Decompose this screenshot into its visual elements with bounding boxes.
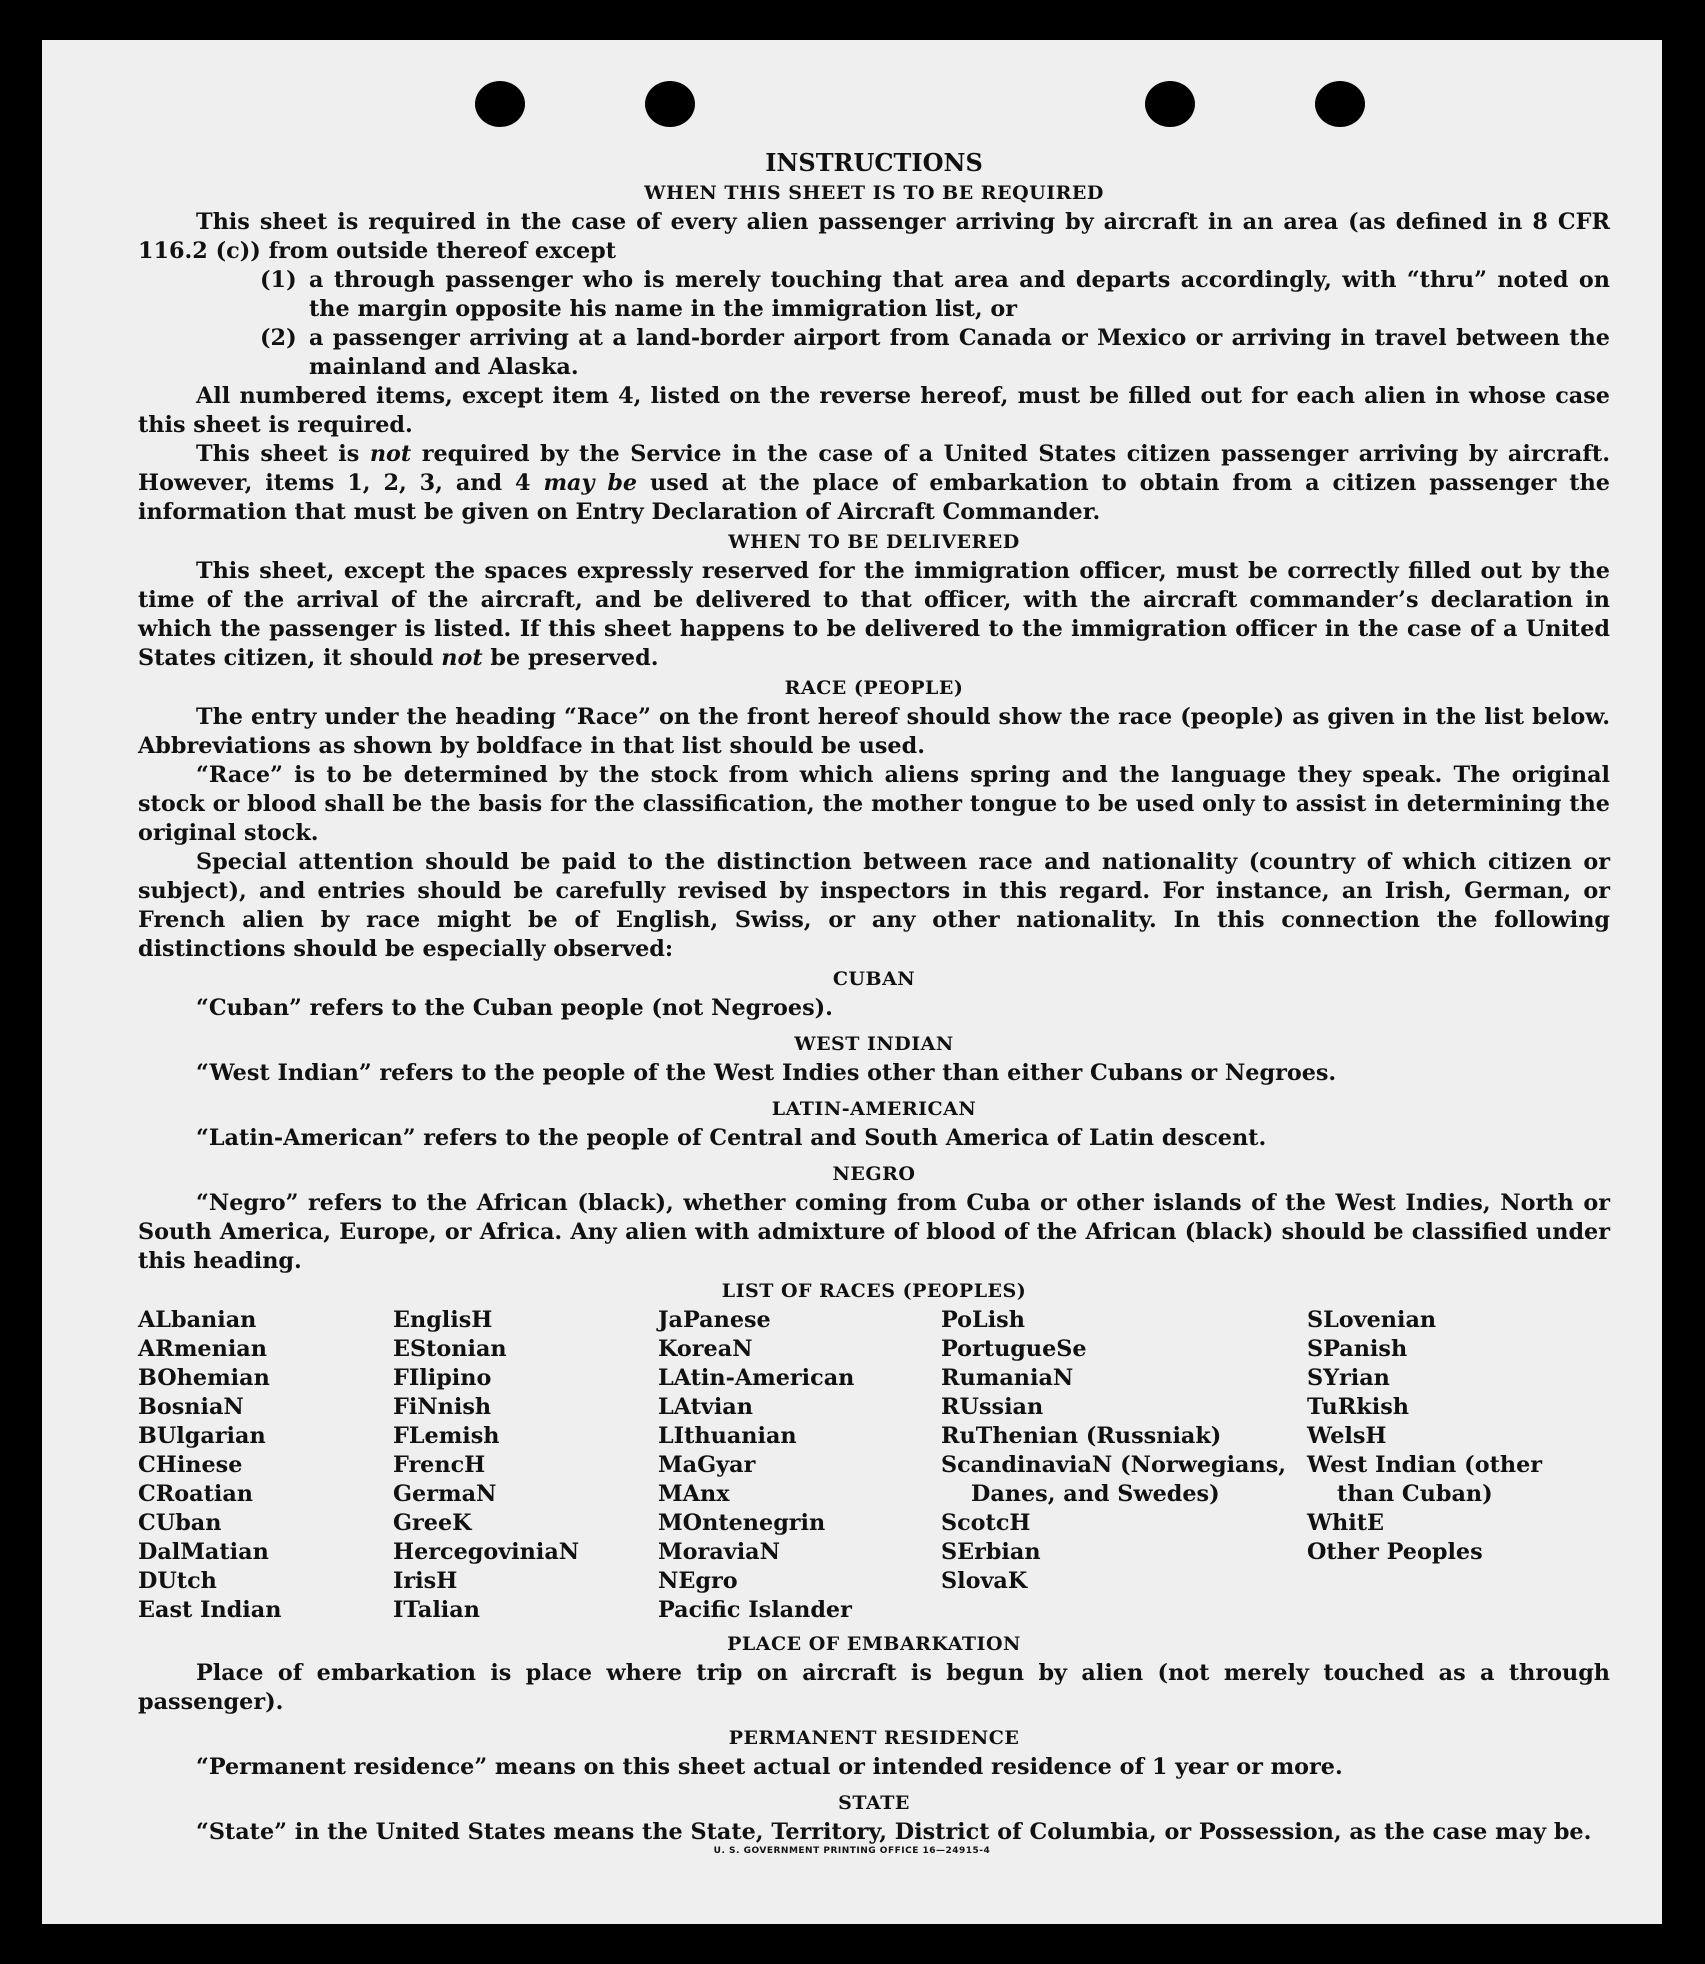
section-heading-list-of-races: LIST OF RACES (PEOPLES) bbox=[721, 1280, 1027, 1302]
text-run: in that list should be used. bbox=[582, 733, 925, 759]
race-entry: EnglisH bbox=[393, 1307, 493, 1333]
section-heading-cuban: CUBAN bbox=[832, 968, 916, 990]
paragraph: “Negro” refers to the African (black), whether coming from Cuba or other islands of the West Indies, North or South America, Europe, or Africa. Any alien with admixture of blood of the African (black) should be classified under this heading. bbox=[138, 1190, 1610, 1274]
paragraph: “Race” is to be determined by the stock from which aliens spring and the language they speak. The original stock or blood shall be the basis for the classification, the mother tongue to be used only to assist in determining the original stock. bbox=[138, 762, 1610, 846]
race-entry: ARmenian bbox=[138, 1336, 267, 1362]
races-column bbox=[138, 1306, 393, 1625]
races-column bbox=[393, 1306, 658, 1625]
race-entry: SYrian bbox=[1307, 1365, 1390, 1391]
section-heading-residence: PERMANENT RESIDENCE bbox=[728, 1727, 1020, 1749]
section-heading-race: RACE (PEOPLE) bbox=[784, 677, 964, 699]
paragraph: “State” in the United States means the State, Territory, District of Columbia, or Possession, as the case may be. bbox=[196, 1819, 1592, 1845]
text-run: This sheet, except the spaces expressly reserved for the immigration officer, must be correctly filled out by the time of the arrival of the aircraft, and be delivered to that officer, with the aircraft commander’s declaration in which the passenger is listed. If this sheet happens to be delivered to the immigration officer in the case of a United States citizen, it should bbox=[138, 558, 1610, 671]
race-entry: WhitE bbox=[1307, 1510, 1385, 1536]
punch-hole bbox=[1145, 81, 1195, 127]
race-entry: IrisH bbox=[393, 1568, 458, 1594]
race-entry: MaGyar bbox=[658, 1452, 756, 1478]
section-heading-state: STATE bbox=[838, 1792, 910, 1814]
section-heading-west-indian: WEST INDIAN bbox=[794, 1033, 954, 1055]
emphasis: not bbox=[441, 645, 483, 671]
race-entry: ScandinaviaN (Norwegians, Danes, and Swedes) bbox=[941, 1452, 1287, 1507]
paragraph: “Permanent residence” means on this sheet actual or intended residence of 1 year or more. bbox=[196, 1754, 1343, 1780]
page-title: INSTRUCTIONS bbox=[765, 148, 983, 177]
race-entry: SPanish bbox=[1307, 1336, 1408, 1362]
race-entry: GreeK bbox=[393, 1510, 472, 1536]
document-sheet bbox=[42, 40, 1662, 1924]
race-entry: KoreaN bbox=[658, 1336, 753, 1362]
race-entry: West Indian (other than Cuban) bbox=[1307, 1452, 1543, 1507]
race-entry: FIlipino bbox=[393, 1365, 492, 1391]
paragraph: Place of embarkation is place where trip on aircraft is begun by alien (not merely touched as a through passenger). bbox=[138, 1660, 1610, 1715]
race-entry: ALbanian bbox=[138, 1307, 257, 1333]
race-entry: FiNnish bbox=[393, 1394, 492, 1420]
section-heading-required: WHEN THIS SHEET IS TO BE REQUIRED bbox=[644, 182, 1104, 204]
emphasis: not bbox=[369, 441, 412, 467]
section-heading-latin-american: LATIN-AMERICAN bbox=[771, 1098, 977, 1120]
boldface-word: boldface bbox=[476, 733, 583, 759]
text-run: required by the Service in the case of a United States citizen passenger arriving by aircraft. However, items 1, 2, 3, and 4 bbox=[138, 441, 1610, 496]
race-entry: ScotcH bbox=[941, 1510, 1031, 1536]
race-entry: WelsH bbox=[1307, 1423, 1387, 1449]
item-text: a through passenger who is merely touching that area and departs accordingly, with “thru” noted on the margin opposite his name in the immigration list, or bbox=[309, 267, 1610, 322]
race-entry: FLemish bbox=[393, 1423, 500, 1449]
paragraph: Special attention should be paid to the distinction between race and nationality (country of which citizen or subject), and entries should be carefully revised by inspectors in this regard. For instance, an Irish, German, or French alien by race might be of English, Swiss, or any other nationality. In this connection the following distinctions should be especially observed: bbox=[138, 849, 1610, 962]
race-entry: SlovaK bbox=[941, 1568, 1028, 1594]
race-entry: SLovenian bbox=[1307, 1307, 1437, 1333]
section-heading-negro: NEGRO bbox=[832, 1163, 916, 1185]
paragraph bbox=[138, 557, 1610, 673]
race-entry: GermaN bbox=[393, 1481, 497, 1507]
race-entry: MAnx bbox=[658, 1481, 730, 1507]
instructions-body bbox=[138, 148, 1610, 1847]
race-entry: DUtch bbox=[138, 1568, 217, 1594]
race-entry: HercegoviniaN bbox=[393, 1539, 580, 1565]
paragraph: “West Indian” refers to the people of the West Indies other than either Cubans or Negroes. bbox=[196, 1060, 1337, 1086]
race-entry: ITalian bbox=[393, 1597, 480, 1623]
paragraph bbox=[138, 440, 1610, 527]
race-entry: JaPanese bbox=[658, 1307, 771, 1333]
race-entry: CHinese bbox=[138, 1452, 243, 1478]
races-column bbox=[941, 1306, 1307, 1625]
race-entry: NEgro bbox=[658, 1568, 738, 1594]
item-number: (2) bbox=[260, 325, 297, 351]
race-entry: CUban bbox=[138, 1510, 222, 1536]
races-list bbox=[138, 1306, 1610, 1625]
text-run: used at the place of embarkation to obtain from a citizen passenger the information that must be given on Entry Declaration of Aircraft Commander. bbox=[138, 470, 1610, 525]
race-entry: BosniaN bbox=[138, 1394, 244, 1420]
race-entry: PortugueSe bbox=[941, 1336, 1087, 1362]
paragraph bbox=[138, 703, 1610, 761]
race-entry: BUlgarian bbox=[138, 1423, 266, 1449]
race-entry: BOhemian bbox=[138, 1365, 270, 1391]
race-entry: Pacific Islander bbox=[658, 1597, 852, 1623]
printer-imprint: U. S. GOVERNMENT PRINTING OFFICE 16—24915-4 bbox=[713, 1846, 991, 1856]
race-entry: DalMatian bbox=[138, 1539, 269, 1565]
section-heading-delivered: WHEN TO BE DELIVERED bbox=[728, 531, 1020, 553]
item-number: (1) bbox=[260, 267, 297, 293]
races-column bbox=[1307, 1306, 1597, 1625]
punch-hole bbox=[1315, 81, 1365, 127]
race-entry: TuRkish bbox=[1307, 1394, 1409, 1420]
text-run: be preserved. bbox=[482, 645, 659, 671]
list-item bbox=[138, 324, 1610, 382]
race-entry: CRoatian bbox=[138, 1481, 254, 1507]
race-entry: SErbian bbox=[941, 1539, 1041, 1565]
race-entry: RumaniaN bbox=[941, 1365, 1074, 1391]
race-entry: PoLish bbox=[941, 1307, 1025, 1333]
text-run: The entry under the heading “Race” on the front hereof should show the race (people) as given in the list below. Abbreviations as shown by bbox=[138, 704, 1610, 759]
race-entry: East Indian bbox=[138, 1597, 282, 1623]
text-run: This sheet is bbox=[196, 441, 370, 467]
race-entry: LAtin-American bbox=[658, 1365, 855, 1391]
paragraph: “Latin-American” refers to the people of Central and South America of Latin descent. bbox=[196, 1125, 1267, 1151]
race-entry: FrencH bbox=[393, 1452, 486, 1478]
race-entry: Other Peoples bbox=[1307, 1539, 1483, 1565]
race-entry: RUssian bbox=[941, 1394, 1044, 1420]
paragraph: This sheet is required in the case of every alien passenger arriving by aircraft in an area (as defined in 8 CFR 116.2 (c)) from outside thereof except bbox=[138, 209, 1610, 264]
list-item bbox=[138, 266, 1610, 324]
race-entry: MOntenegrin bbox=[658, 1510, 826, 1536]
race-entry: MoraviaN bbox=[658, 1539, 781, 1565]
paragraph: All numbered items, except item 4, listed on the reverse hereof, must be filled out for each alien in whose case this sheet is required. bbox=[138, 383, 1610, 438]
emphasis: may be bbox=[543, 470, 638, 496]
race-entry: RuThenian (Russniak) bbox=[941, 1423, 1222, 1449]
races-column bbox=[658, 1306, 941, 1625]
race-entry: EStonian bbox=[393, 1336, 507, 1362]
section-heading-embarkation: PLACE OF EMBARKATION bbox=[727, 1633, 1021, 1655]
item-text: a passenger arriving at a land-border airport from Canada or Mexico or arriving in travel between the mainland and Alaska. bbox=[309, 325, 1610, 380]
race-entry: LAtvian bbox=[658, 1394, 753, 1420]
punch-hole bbox=[475, 81, 525, 127]
race-entry: LIthuanian bbox=[658, 1423, 797, 1449]
punch-hole bbox=[645, 81, 695, 127]
paragraph: “Cuban” refers to the Cuban people (not Negroes). bbox=[196, 995, 833, 1021]
